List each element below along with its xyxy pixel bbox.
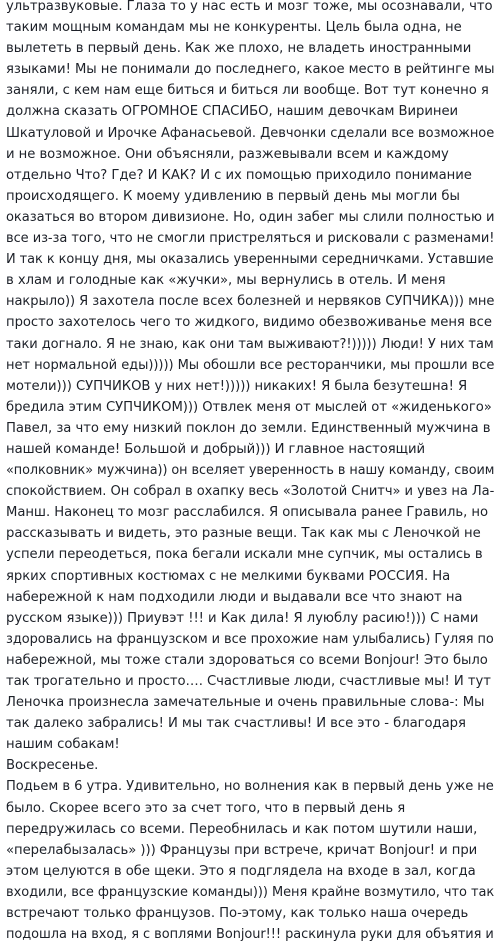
post-text-line: этом целуются в обе щеки. Это я подглядела на входе в зал, когда — [6, 863, 476, 879]
post-text-line: здоровались на французском и все прохожие нам улыбались) Гуляя по — [6, 631, 494, 647]
post-text-line: Подьем в 6 утра. Удивительно, но волнения как в первый день уже не — [6, 779, 494, 795]
post-text-line: накрыло)) Я захотела после всех болезней и нервяков СУПЧИКА))) мне — [6, 294, 495, 310]
post-text-line: «перелабызалась» ))) Французы при встрече, кричат Bonjour! и при — [6, 842, 478, 858]
post-text-line: так далеко забрались! И мы так счастливы! И все это - благодаря — [6, 716, 466, 732]
post-text-line: русском языке))) Приувэт !!! и Как дила! Я луюблу расию!))) С нами — [6, 610, 479, 626]
post-text-line: таким мощным командам мы не конкуренты. Цель была одна, не — [6, 20, 462, 36]
post-text-line: оказаться во втором дивизионе. Но, один забег мы слили полностью и — [6, 209, 495, 225]
post-text-line: Воскресенье. — [6, 758, 99, 774]
post-text-line: набережной к нам подходили люди и выдавали все что знают на — [6, 589, 463, 605]
post-text-line: входили, все французские команды))) Меня крайне возмутило, что так — [6, 884, 495, 900]
post-text-line: заняли, с кем нам еще биться и биться ли вообще. Вот тут конечно я — [6, 83, 489, 99]
post-text-line: набережной, мы тоже стали здороваться со всеми Bonjour! Это было — [6, 652, 488, 668]
post-text-line: отдельно Что? Где? И КАК? И с их помощью приходило понимание — [6, 167, 472, 183]
post-text-line: было. Скорее всего это за счет того, что в первый день я — [6, 800, 406, 816]
post-text-line: нашим собакам! — [6, 737, 120, 753]
post-text-line: ярких спортивных костюмах с не мелкими буквами РОССИЯ. На — [6, 568, 451, 584]
post-text-line: мотели))) СУПЧИКОВ у них нет!))))) никаких! Я была безутешна! Я — [6, 378, 468, 394]
post-text-line: так трогательно и просто…. Счастливые люди, счастливые мы! И тут — [6, 674, 491, 689]
post-text-line: Шкатуловой и Ирочке Афанасьевой. Девчонки сделали все возможное — [6, 125, 495, 141]
post-text-line: в хлам и голодные как «жучки», мы вернулись в отель. И меня — [6, 273, 446, 289]
post-text-line: и не возможное. Они объясняли, разжевывали всем и каждому — [6, 146, 449, 162]
post-text — [6, 0, 494, 945]
post-text-line: происходящего. К моему удивлению в первый день мы могли бы — [6, 188, 460, 204]
post-text-line: Леночка произнесла замечательные и очень правильные слова-: Мы — [6, 695, 485, 711]
post-text-line: встречают только французов. По-этому, как только наша очередь — [6, 906, 469, 922]
post-text-line: бредила этим СУПЧИКОМ))) Отвлек меня от мыслей от «жиденького» — [6, 399, 492, 415]
post-text-line: таки догнало. Я не знаю, как они там выживают?!))))) Люди! У них там — [6, 336, 494, 352]
post-text-line: успели переодеться, пока бегали искали мне супчик, мы остались в — [6, 547, 483, 563]
post-text-line: Манш. Наконец то мозг расслабился. Я описывала ранее Гравиль, но — [6, 505, 488, 521]
post-text-line: все из-за того, что не смогли пристреляться и рисковали с разменами! — [6, 231, 495, 247]
post-text-line: передружилась со всеми. Переобнилась и как потом шутили наши, — [6, 821, 478, 837]
post-text-line: просто захотелось чего то жидкого, видимо обезвоживанье меня все — [6, 315, 492, 331]
post-text-line: нашей команде! Большой и добрый))) И главное настоящий — [6, 441, 426, 457]
post-text-line: должна сказать ОГРОМНОЕ СПАСИБО, нашим девочкам Виринеи — [6, 104, 459, 120]
post-text-line: спокойствием. Он собрал в охапку весь «Золотой Снитч» и увез на Ла- — [6, 484, 495, 500]
post-text-line: подошла на вход, я с воплями Bonjour!!! раскинула руки для объятия и — [6, 927, 494, 943]
post-text-line: нет нормальной еды))))) Мы обошли все ресторанчики, мы прошли все — [6, 357, 495, 373]
post-text-line: И так к концу дня, мы оказались уверенными середничками. Уставшие — [6, 252, 494, 268]
post-text-line: ультразвуковые. Глаза то у нас есть и мозг тоже, мы осознавали, что — [6, 0, 493, 14]
post-text-line: рассказывать и видеть, это разные вещи. Так как мы с Леночкой не — [6, 526, 481, 542]
post-text-line: языками! Мы не понимали до последнего, какое место в рейтинге мы — [6, 62, 495, 78]
post-text-line: «полковник» мужчина)) он вселяет уверенность в нашу команду, своим — [6, 463, 495, 479]
post-text-line: вылететь в первый день. Как же плохо, не владеть иностранными — [6, 41, 472, 57]
post-text-line: Павел, за что ему низкий поклон до земли. Единственный мужчина в — [6, 420, 491, 436]
